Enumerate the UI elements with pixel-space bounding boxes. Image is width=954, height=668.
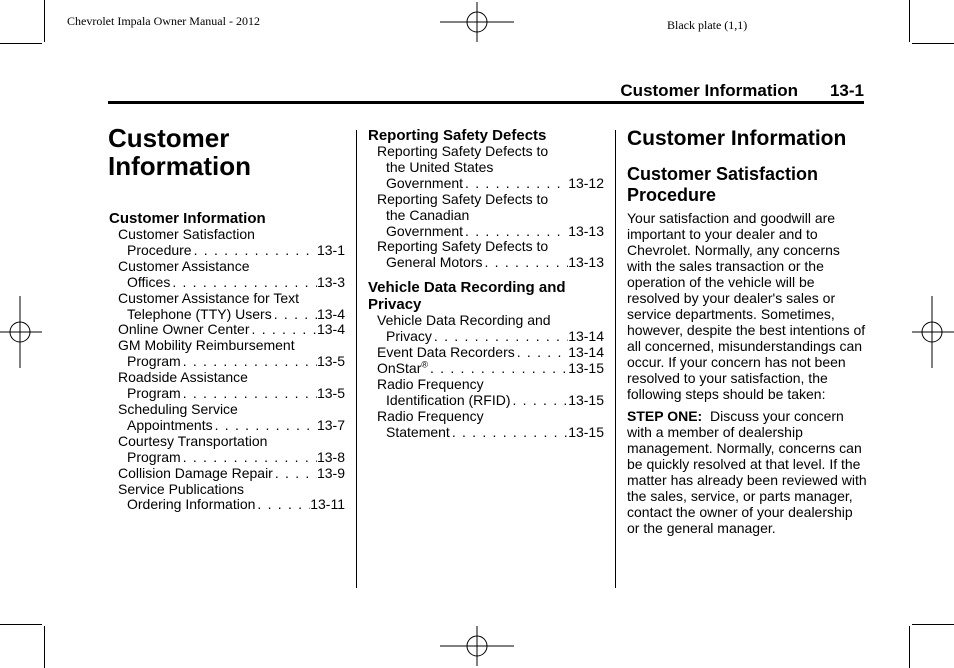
toc-entry[interactable] — [109, 370, 345, 402]
toc-entry-line: GM Mobility Reimbursement — [118, 337, 295, 354]
toc-page-number[interactable]: 13-11 — [310, 496, 345, 513]
toc-entry-text: Ordering Information — [127, 496, 256, 513]
toc-entry-title — [386, 224, 463, 240]
toc-leader-dots — [181, 386, 317, 402]
toc-entry-text: Program — [127, 353, 181, 370]
toc-entry[interactable] — [109, 322, 345, 338]
toc-entry-title — [118, 322, 250, 338]
toc-leader-dots — [273, 466, 317, 482]
toc-page-number[interactable]: 13-14 — [568, 328, 604, 345]
subsection-heading-line: Customer Satisfaction — [627, 164, 819, 184]
toc-entry-line: Customer Assistance — [118, 257, 250, 274]
toc-leader-dots — [213, 418, 317, 434]
toc-entry-row — [368, 329, 604, 345]
manual-title: Chevrolet Impala Owner Manual - 2012 — [67, 14, 260, 28]
toc-page-number[interactable]: 13-3 — [316, 273, 345, 290]
toc-entry-text: Program — [127, 385, 181, 402]
toc-entry-text: Collision Damage Repair — [118, 464, 273, 481]
toc-leader-dots — [181, 354, 317, 370]
toc-entry[interactable] — [109, 291, 345, 323]
toc-entry-line: Customer Assistance for Text — [118, 289, 300, 306]
toc-entry[interactable] — [109, 434, 345, 466]
toc-entry-line: Customer Satisfaction — [118, 226, 255, 242]
toc-page-number[interactable]: 13-15 — [568, 423, 604, 440]
toc-entry-line: Courtesy Transportation — [118, 432, 268, 449]
toc-section-heading-line: Vehicle Data Recording and — [368, 279, 566, 297]
subsection-heading — [627, 164, 867, 206]
toc-entry-title — [127, 497, 255, 513]
registration-mark-icon — [440, 626, 514, 666]
step-text: Discuss your concern with a member of dealership management. Normally, concerns can be quickly resolved at that level. If the matter has already been reviewed with the sales, service, or parts manager, contact the owner of your dealership or the general manager. — [627, 408, 867, 536]
toc-section-heading[interactable]: Customer Information — [109, 210, 266, 227]
chapter-title-line: Information — [108, 151, 251, 181]
toc-entry-text: Telephone (TTY) Users — [127, 305, 272, 322]
toc-leader-dots — [255, 497, 310, 513]
toc-entry-text: Online Owner Center — [118, 321, 250, 338]
toc-leader-dots — [515, 345, 568, 361]
column-divider — [356, 130, 357, 588]
toc-entry[interactable] — [368, 361, 604, 377]
running-head — [620, 81, 864, 101]
toc-page-number[interactable]: 13-9 — [316, 464, 345, 481]
toc-entry[interactable] — [368, 239, 604, 271]
toc-section-heading-line: Privacy — [368, 296, 422, 314]
toc-entry-text: Offices — [127, 273, 171, 290]
toc-entry[interactable] — [109, 482, 345, 514]
toc-entry-row — [368, 393, 604, 409]
toc-entry-row — [368, 425, 604, 441]
toc-leader-dots — [432, 329, 568, 345]
toc-entry-line: Scheduling Service — [118, 400, 238, 417]
toc-entry-line: Reporting Safety Defects to — [377, 190, 549, 207]
toc-entry-title — [127, 307, 272, 323]
toc-entry[interactable] — [368, 144, 604, 192]
toc-entry-row — [109, 466, 345, 482]
crop-mark — [44, 0, 45, 42]
toc-entry-row — [109, 243, 345, 259]
toc-leader-dots — [192, 243, 317, 259]
toc-leader-dots — [181, 450, 317, 466]
toc-page-number[interactable]: 13-13 — [568, 222, 604, 239]
toc-entry-title — [127, 450, 181, 466]
toc-page-number[interactable]: 13-5 — [316, 353, 345, 370]
toc-entry-text: Event Data Recorders — [377, 344, 515, 361]
toc-entry-row — [368, 361, 604, 377]
toc-page-number[interactable]: 13-13 — [568, 254, 604, 271]
toc-leader-dots — [250, 322, 317, 338]
toc-page-number[interactable]: 13-1 — [316, 241, 345, 258]
toc-page-number[interactable]: 13-5 — [316, 385, 345, 402]
toc-entry-title — [386, 176, 463, 192]
toc-page-number[interactable]: 13-12 — [568, 174, 604, 191]
toc-entry-line: Roadside Assistance — [118, 369, 248, 386]
toc-entry-line: the United States — [386, 158, 494, 175]
toc-entry-row — [109, 322, 345, 338]
toc-section-heading[interactable]: Reporting Safety Defects — [368, 127, 547, 144]
toc-entry-text: Appointments — [127, 416, 213, 433]
toc-entry-title — [127, 386, 181, 402]
section-heading: Customer Information — [627, 127, 847, 150]
toc-entry-row — [109, 450, 345, 466]
body-paragraph: Your satisfaction and goodwill are important to your dealer and to Chevrolet. Normally, any concerns with the sales transaction or the operation of the vehicle will be resolved by your dealer's sales or service departments. Sometimes, however, despite the best intentions of all concerned, misunderstandings can occur. If your concern has not been resolved to your satisfaction, the following steps should be taken: — [627, 210, 866, 402]
toc-column-2 — [368, 127, 604, 441]
toc-entry-row — [368, 224, 604, 240]
toc-entry-title — [377, 345, 515, 361]
toc-page-number[interactable]: 13-4 — [316, 305, 345, 322]
toc-entry-row — [109, 386, 345, 402]
registration-mark-icon — [440, 2, 514, 42]
crop-mark — [0, 624, 42, 625]
toc-entry[interactable] — [368, 345, 604, 361]
toc-entry[interactable] — [368, 313, 604, 345]
toc-entry-text: Procedure — [127, 241, 192, 258]
registration-mark-icon — [912, 296, 954, 368]
page-number: 13-1 — [829, 81, 864, 100]
toc-entry-title — [118, 466, 273, 482]
toc-entry-title — [127, 354, 181, 370]
toc-entry[interactable] — [109, 259, 345, 291]
chapter-title-line: Customer — [108, 123, 230, 153]
toc-entry-text: Government — [386, 174, 464, 191]
toc-entry-title — [127, 275, 170, 291]
toc-entry-title — [127, 418, 213, 434]
toc-entry-title — [386, 329, 432, 345]
toc-entry-title — [377, 361, 428, 377]
header-rule — [108, 101, 864, 104]
toc-entry-line: Vehicle Data Recording and — [377, 312, 551, 329]
step-label: STEP ONE: — [627, 408, 703, 424]
toc-leader-dots — [170, 275, 317, 291]
running-head-title: Customer Information — [620, 81, 798, 100]
body-column — [627, 126, 867, 536]
plate-label: Black plate (1,1) — [667, 18, 748, 32]
toc-entry-text: Program — [127, 448, 181, 465]
toc-leader-dots — [428, 361, 568, 377]
toc-entry-row — [109, 354, 345, 370]
crop-mark — [909, 0, 910, 42]
registered-mark: ® — [421, 359, 428, 370]
toc-entry-row — [109, 497, 345, 513]
toc-leader-dots — [510, 393, 568, 409]
step-paragraph — [627, 408, 867, 536]
toc-entry-row — [109, 275, 345, 291]
toc-leader-dots — [450, 425, 568, 441]
toc-entry-title — [386, 393, 510, 409]
subsection-heading-line: Procedure — [627, 185, 717, 205]
toc-entry-line: Radio Frequency — [377, 375, 484, 392]
toc-entry-title — [386, 255, 482, 271]
toc-entry[interactable] — [109, 227, 345, 259]
toc-entry[interactable] — [109, 402, 345, 434]
toc-entry-text: General Motors — [386, 254, 483, 271]
column-divider — [615, 130, 616, 588]
toc-entry-text: OnStar — [377, 359, 422, 376]
toc-entry-line: Radio Frequency — [377, 407, 484, 424]
toc-entry[interactable] — [109, 466, 345, 482]
toc-entry-text: Privacy — [386, 328, 432, 345]
toc-entry-text: Government — [386, 222, 464, 239]
toc-entry-row — [368, 345, 604, 361]
toc-page-number[interactable]: 13-15 — [568, 391, 604, 408]
toc-entry-text: Identification (RFID) — [386, 391, 511, 408]
crop-mark — [44, 626, 45, 668]
toc-entry-row — [109, 307, 345, 323]
crop-mark — [0, 43, 42, 44]
toc-entry-row — [109, 418, 345, 434]
toc-leader-dots — [463, 176, 568, 192]
toc-entry[interactable] — [109, 338, 345, 370]
toc-entry[interactable] — [368, 409, 604, 441]
toc-entry-row — [368, 176, 604, 192]
registration-mark-icon — [0, 296, 42, 368]
crop-mark — [912, 43, 954, 44]
toc-leader-dots — [272, 307, 317, 323]
toc-entry-line: the Canadian — [386, 206, 470, 223]
toc-section-heading[interactable] — [368, 279, 604, 313]
toc-entry-line: Reporting Safety Defects to — [377, 238, 549, 255]
toc-leader-dots — [482, 255, 568, 271]
toc-page-number[interactable]: 13-14 — [568, 344, 604, 361]
toc-entry[interactable] — [368, 192, 604, 240]
toc-entry-line: Service Publications — [118, 480, 245, 497]
crop-mark — [912, 624, 954, 625]
toc-entry-text: Statement — [386, 423, 450, 440]
toc-page-number[interactable]: 13-15 — [568, 359, 604, 376]
crop-mark — [909, 626, 910, 668]
toc-entry[interactable] — [368, 377, 604, 409]
toc-page-number[interactable]: 13-7 — [316, 416, 345, 433]
toc-entry-line: Reporting Safety Defects to — [377, 143, 549, 159]
toc-page-number[interactable]: 13-8 — [316, 448, 345, 465]
toc-leader-dots — [463, 224, 568, 240]
chapter-title — [108, 124, 251, 180]
toc-entry-title — [127, 243, 192, 259]
toc-entry-row — [368, 255, 604, 271]
toc-page-number[interactable]: 13-4 — [316, 321, 345, 338]
toc-entry-title — [386, 425, 450, 441]
toc-column-1 — [109, 210, 345, 513]
